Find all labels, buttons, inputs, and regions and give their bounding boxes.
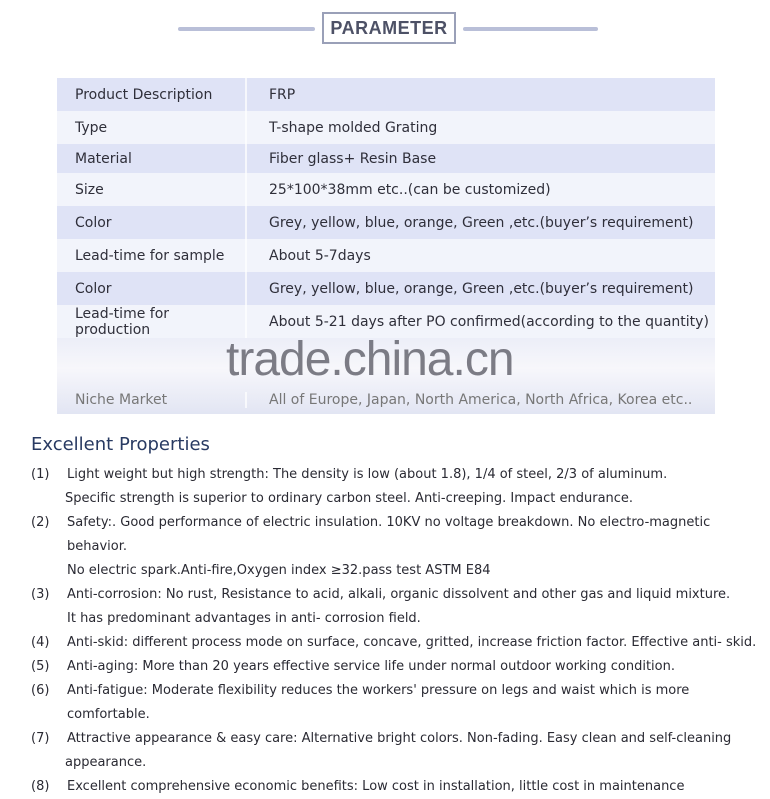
list-item xyxy=(31,631,761,655)
row-value: Grey, yellow, blue, orange, Green ,etc.(buyer’s requirement) xyxy=(269,280,694,297)
item-text: Attractive appearance & easy care: Alternative bright colors. Non-fading. Easy clean and self-cleaning xyxy=(67,731,732,746)
table-row xyxy=(57,239,715,272)
list-item xyxy=(31,655,761,679)
list-item xyxy=(31,727,761,775)
row-value: Fiber glass+ Resin Base xyxy=(269,150,437,167)
item-text-continued: Specific strength is superior to ordinary carbon steel. Anti-creeping. Impact endurance. xyxy=(65,491,634,506)
item-number: (1) xyxy=(31,467,50,482)
header-rule-right xyxy=(463,27,598,31)
item-number: (8) xyxy=(31,779,50,794)
item-number: (2) xyxy=(31,515,50,530)
header-title: PARAMETER xyxy=(322,12,456,44)
row-value: Grey, yellow, blue, orange, Green ,etc.(buyer’s requirement) xyxy=(269,214,694,231)
row-value: 25*100*38mm etc..(can be customized) xyxy=(269,181,551,198)
row-value: About 5-7days xyxy=(269,247,371,264)
list-item xyxy=(31,583,761,631)
item-text-continued: No electric spark.Anti-fire,Oxygen index ≥32.pass test ASTM E84 xyxy=(67,563,491,578)
row-label: Niche Market xyxy=(57,392,247,408)
row-label: Type xyxy=(57,111,247,144)
properties-title: Excellent Properties xyxy=(31,434,210,455)
list-item xyxy=(31,463,761,511)
item-number: (7) xyxy=(31,731,50,746)
row-label: Material xyxy=(57,144,247,173)
item-text: Anti-corrosion: No rust, Resistance to acid, alkali, organic dissolvent and other gas and liquid mixture. xyxy=(67,587,731,602)
row-label: Color xyxy=(57,206,247,239)
list-item xyxy=(31,775,761,799)
row-value: T-shape molded Grating xyxy=(269,119,438,136)
list-item xyxy=(31,511,761,583)
item-text: Anti-aging: More than 20 years effective service life under normal outdoor working condition. xyxy=(67,659,675,674)
item-text: Anti-fatigue: Moderate flexibility reduces the workers' pressure on legs and waist which is more comfortable. xyxy=(67,683,690,722)
watermark: trade.china.cn xyxy=(226,333,514,386)
item-text-continued: appearance. xyxy=(65,755,147,770)
table-row xyxy=(57,111,715,144)
row-label: Lead-time for production xyxy=(57,305,247,338)
properties-section xyxy=(31,434,761,799)
row-value: About 5-21 days after PO confirmed(according to the quantity) xyxy=(269,313,709,330)
row-value: All of Europe, Japan, North America, North Africa, Korea etc.. xyxy=(269,392,693,408)
table-row xyxy=(57,144,715,173)
item-text-continued: It has predominant advantages in anti- corrosion field. xyxy=(67,611,421,626)
item-number: (5) xyxy=(31,659,50,674)
table-row xyxy=(57,206,715,239)
item-number: (4) xyxy=(31,635,50,650)
list-item xyxy=(31,679,761,727)
table-row xyxy=(57,173,715,206)
table-row xyxy=(57,272,715,305)
row-label: Color xyxy=(57,272,247,305)
section-header xyxy=(0,0,770,60)
table-row xyxy=(57,78,715,111)
row-value: FRP xyxy=(269,86,296,103)
row-label: Product Description xyxy=(57,78,247,111)
item-text: Safety:. Good performance of electric insulation. 10KV no voltage breakdown. No electro-magnetic behavior. xyxy=(67,515,711,554)
item-text: Excellent comprehensive economic benefits: Low cost in installation, little cost in maintenance xyxy=(67,779,685,794)
item-number: (6) xyxy=(31,683,50,698)
item-text: Light weight but high strength: The density is low (about 1.8), 1/4 of steel, 2/3 of aluminum. xyxy=(67,467,668,482)
row-label: Size xyxy=(57,173,247,206)
item-text: Anti-skid: different process mode on surface, concave, gritted, increase friction factor. Effective anti- skid. xyxy=(67,635,757,650)
row-label: Lead-time for sample xyxy=(57,239,247,272)
header-rule-left xyxy=(178,27,315,31)
item-number: (3) xyxy=(31,587,50,602)
